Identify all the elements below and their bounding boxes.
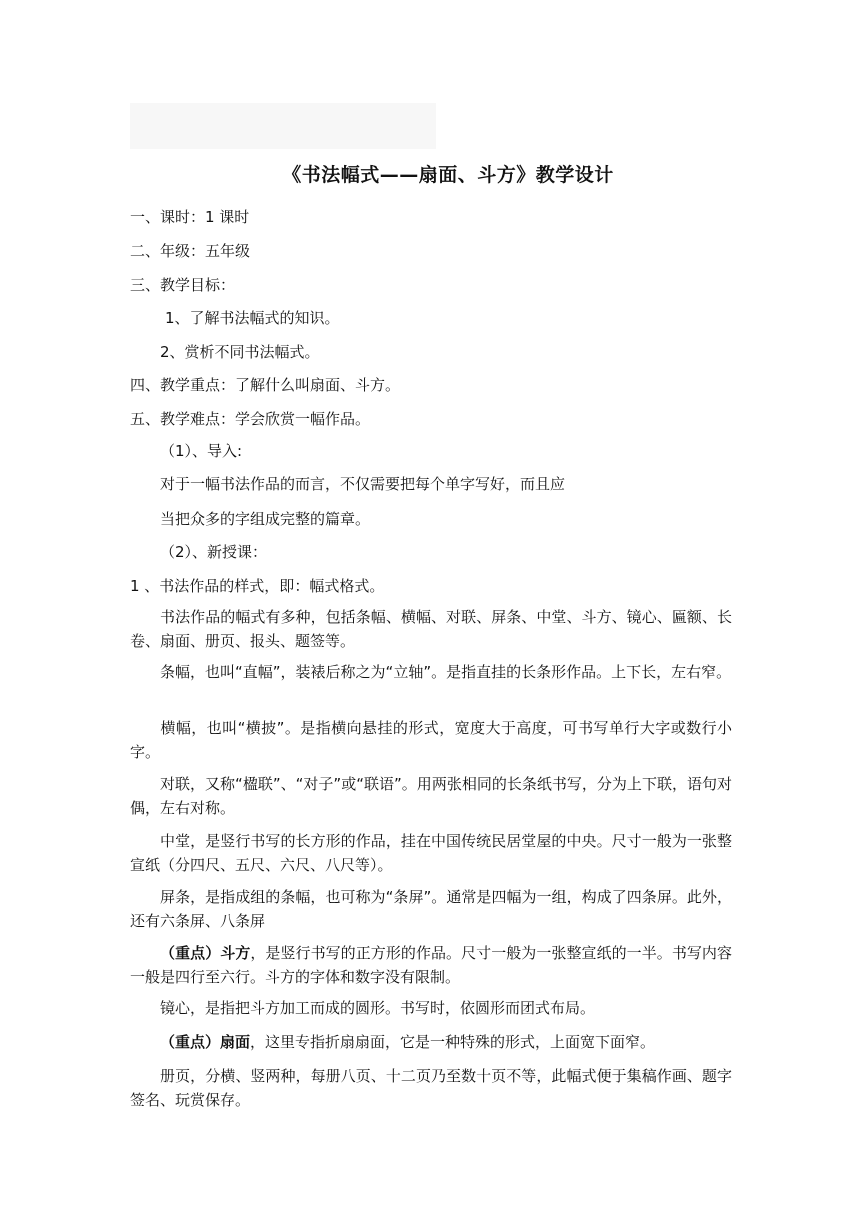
key-point: 四、教学重点：了解什么叫扇面、斗方。 — [130, 376, 401, 394]
paragraph-duilian: 对联，又称“楹联”、“对子”或“联语”。用两张相同的长条纸书写，分为上下联，语句对偶，左右对称。 — [130, 775, 732, 817]
grade: 二、年级：五年级 — [130, 242, 251, 260]
new-lesson-heading: （2）、新授课： — [160, 543, 268, 561]
intro-text-1: 对于一幅书法作品的而言，不仅需要把每个单字写好，而且应 — [160, 475, 566, 493]
paragraph-doufang: （重点）斗方，是竖行书写的正方形的作品。尺寸一般为一张整宣纸的一半。书写内容一般是四行至六行。斗方的字体和数字没有限制。 — [130, 944, 732, 986]
header-band — [130, 103, 436, 149]
paragraph-tiaofu: 条幅，也叫“直幅”，装裱后称之为“立轴”。是指直挂的长条形作品。上下长，左右窄。 — [160, 663, 732, 681]
objective-2: 2、赏析不同书法幅式。 — [160, 343, 320, 361]
lesson-hours: 一、课时：1 课时 — [130, 208, 250, 226]
objectives-heading: 三、教学目标： — [130, 276, 236, 294]
paragraph-hengfu: 横幅，也叫“横披”。是指横向悬挂的形式，宽度大于高度，可书写单行大字或数行小字。 — [130, 719, 732, 761]
doufang-label: （重点）斗方 — [160, 944, 251, 962]
paragraph-formats: 书法作品的幅式有多种，包括条幅、横幅、对联、屏条、中堂、斗方、镜心、匾额、长卷、扇面、册页、报头、题签等。 — [130, 608, 732, 650]
intro-text-2: 当把众多的字组成完整的篇章。 — [160, 510, 371, 528]
paragraph-shanmian: （重点）扇面，这里专指折扇扇面，它是一种特殊的形式，上面宽下面窄。 — [160, 1033, 656, 1051]
section-1-heading: 1 、书法作品的样式，即：幅式格式。 — [130, 577, 385, 595]
paragraph-pingtiao: 屏条，是指成组的条幅，也可称为“条屏”。通常是四幅为一组，构成了四条屏。此外，还有六条屏、八条屏 — [130, 888, 732, 930]
document-title: 《书法幅式——扇面、斗方》教学设计 — [282, 164, 614, 186]
intro-heading: （1）、导入: — [160, 442, 243, 460]
objective-1: 1、了解书法幅式的知识。 — [165, 309, 340, 327]
paragraph-zhongtang: 中堂，是竖行书写的长方形的作品，挂在中国传统民居堂屋的中央。尺寸一般为一张整宣纸（分四尺、五尺、六尺、八尺等）。 — [130, 832, 732, 874]
shanmian-label: （重点）扇面 — [160, 1033, 251, 1051]
paragraph-ceye: 册页，分横、竖两种，每册八页、十二页乃至数十页不等，此幅式便于集稿作画、题字签名、玩赏保存。 — [130, 1067, 732, 1109]
difficulty: 五、教学难点：学会欣赏一幅作品。 — [130, 410, 371, 428]
paragraph-jingxin: 镜心，是指把斗方加工而成的圆形。书写时，依圆形而团式布局。 — [160, 999, 596, 1017]
